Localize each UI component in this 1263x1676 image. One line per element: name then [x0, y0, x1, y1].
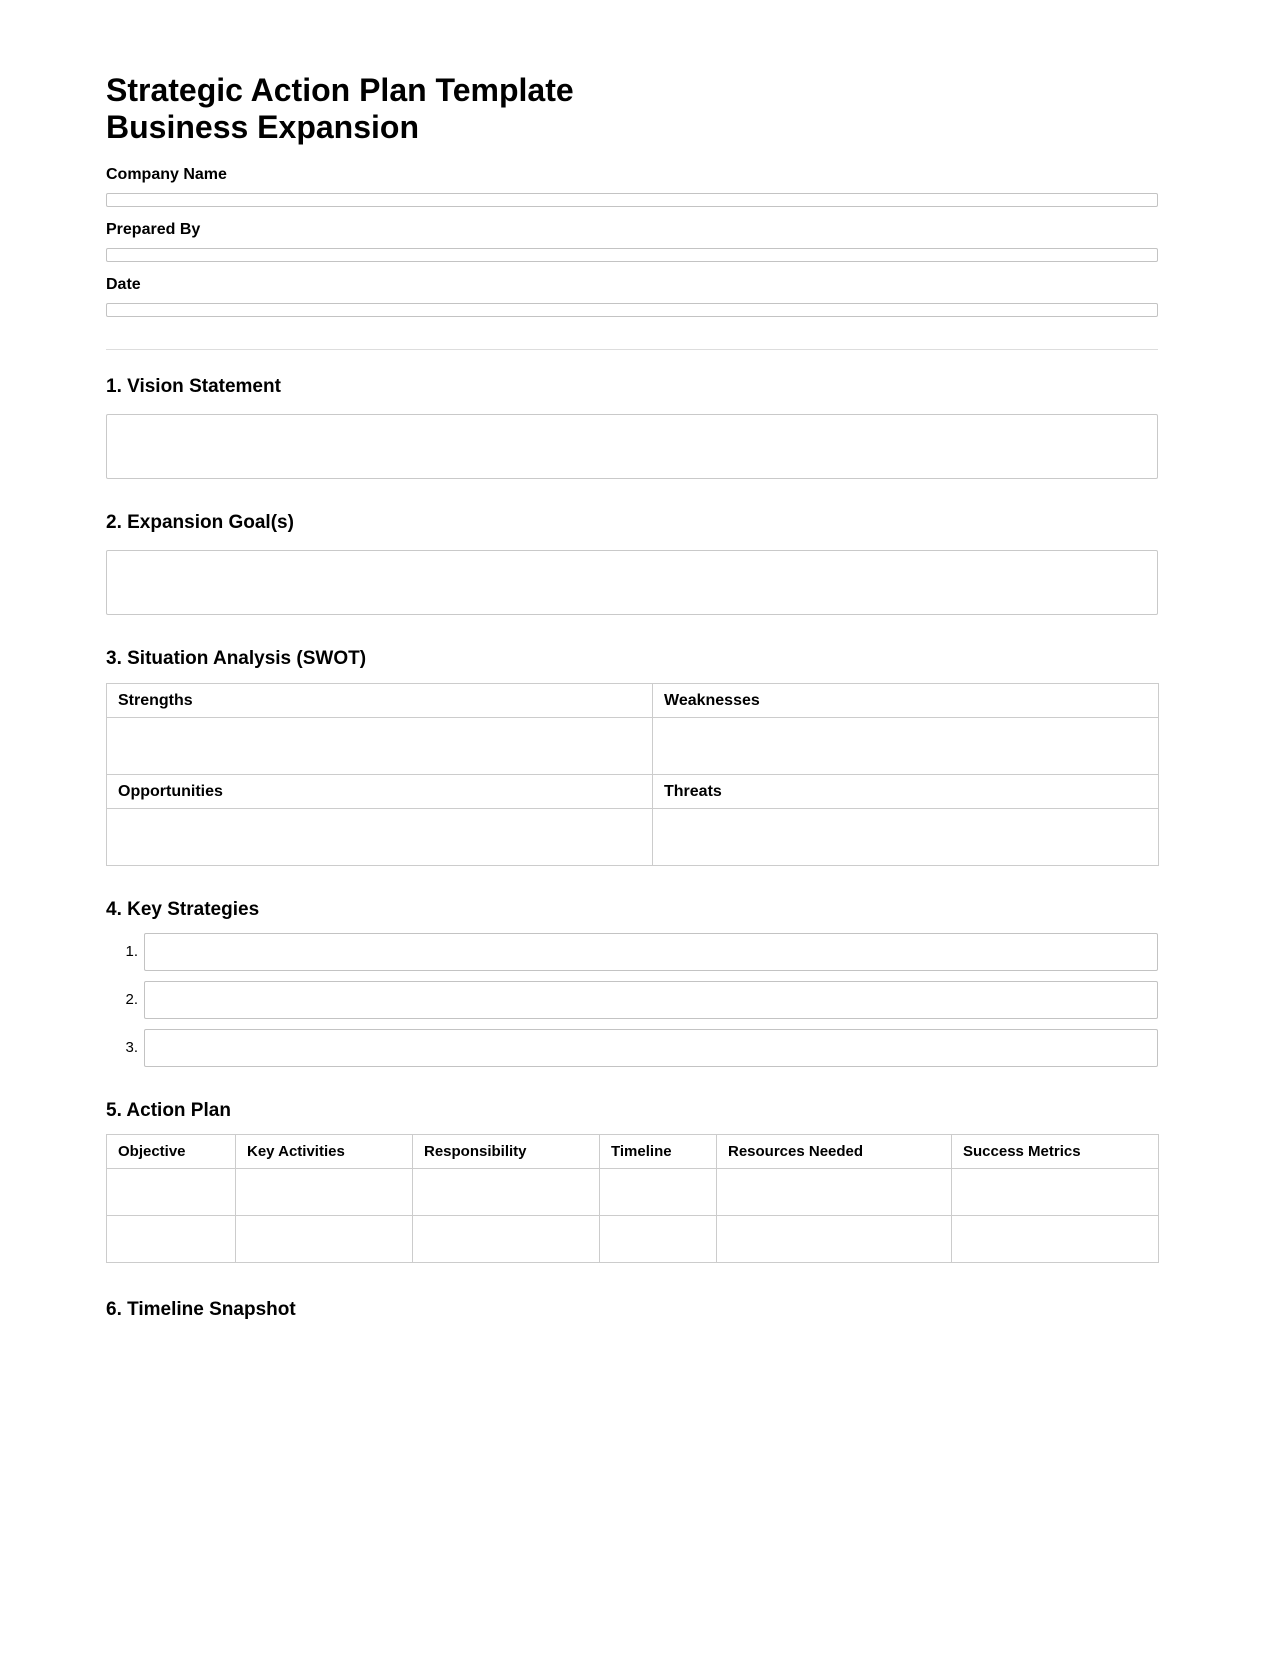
swot-opportunities-header: Opportunities [107, 775, 653, 809]
date-field-group [106, 276, 1158, 317]
swot-weaknesses-cell[interactable] [653, 718, 1159, 775]
swot-header-row-bottom [107, 775, 1159, 809]
action-col-resources: Resources Needed [717, 1135, 952, 1169]
action-cell[interactable] [600, 1216, 717, 1263]
strategy-3-input[interactable] [144, 1029, 1158, 1067]
action-cell[interactable] [413, 1216, 600, 1263]
company-name-input[interactable] [106, 193, 1158, 207]
strategy-2-input[interactable] [144, 981, 1158, 1019]
expansion-goals-heading: 2. Expansion Goal(s) [106, 512, 294, 533]
action-col-responsibility: Responsibility [413, 1135, 600, 1169]
swot-content-row-bottom [107, 809, 1159, 866]
action-cell[interactable] [413, 1169, 600, 1216]
action-col-key-activities: Key Activities [236, 1135, 413, 1169]
swot-strengths-header: Strengths [107, 684, 653, 718]
key-strategies-list [106, 933, 1158, 1067]
swot-opportunities-cell[interactable] [107, 809, 653, 866]
swot-heading: 3. Situation Analysis (SWOT) [106, 648, 367, 669]
swot-threats-cell[interactable] [653, 809, 1159, 866]
action-cell[interactable] [600, 1169, 717, 1216]
prepared-by-field-group [106, 221, 1158, 262]
timeline-snapshot-heading-clipped: 6. Timeline Snapshot [106, 1299, 296, 1320]
vision-statement-textarea[interactable] [106, 414, 1158, 479]
swot-table [106, 683, 1159, 866]
action-col-timeline: Timeline [600, 1135, 717, 1169]
page-title [106, 72, 1158, 146]
company-name-label: Company Name [106, 166, 227, 183]
expansion-goals-textarea[interactable] [106, 550, 1158, 615]
strategy-row-1 [106, 933, 1158, 971]
action-cell[interactable] [952, 1216, 1159, 1263]
action-plan-heading: 5. Action Plan [106, 1100, 231, 1121]
strategy-row-3 [106, 1029, 1158, 1067]
action-plan-header-row [107, 1135, 1159, 1169]
page-title-line-1: Strategic Action Plan Template [106, 72, 574, 108]
key-strategies-heading: 4. Key Strategies [106, 899, 260, 920]
page-title-line-2: Business Expansion [106, 109, 419, 145]
strategy-row-2 [106, 981, 1158, 1019]
strategy-2-number: 2. [125, 991, 138, 1008]
prepared-by-input[interactable] [106, 248, 1158, 262]
action-plan-row-1 [107, 1169, 1159, 1216]
action-cell[interactable] [107, 1216, 236, 1263]
section-divider [106, 349, 1158, 350]
swot-weaknesses-header: Weaknesses [653, 684, 1159, 718]
strategy-3-number: 3. [125, 1039, 138, 1056]
swot-threats-header: Threats [653, 775, 1159, 809]
action-plan-row-2 [107, 1216, 1159, 1263]
action-cell[interactable] [952, 1169, 1159, 1216]
action-cell[interactable] [107, 1169, 236, 1216]
swot-header-row-top [107, 684, 1159, 718]
swot-content-row-top [107, 718, 1159, 775]
action-cell[interactable] [236, 1216, 413, 1263]
prepared-by-label: Prepared By [106, 221, 201, 238]
strategy-1-number: 1. [125, 943, 138, 960]
action-col-objective: Objective [107, 1135, 236, 1169]
vision-statement-heading: 1. Vision Statement [106, 376, 281, 397]
strategy-1-input[interactable] [144, 933, 1158, 971]
action-cell[interactable] [717, 1169, 952, 1216]
action-cell[interactable] [236, 1169, 413, 1216]
action-plan-table [106, 1134, 1159, 1263]
date-input[interactable] [106, 303, 1158, 317]
action-cell[interactable] [717, 1216, 952, 1263]
swot-strengths-cell[interactable] [107, 718, 653, 775]
action-col-metrics: Success Metrics [952, 1135, 1159, 1169]
company-name-field-group [106, 166, 1158, 207]
date-label: Date [106, 276, 141, 293]
